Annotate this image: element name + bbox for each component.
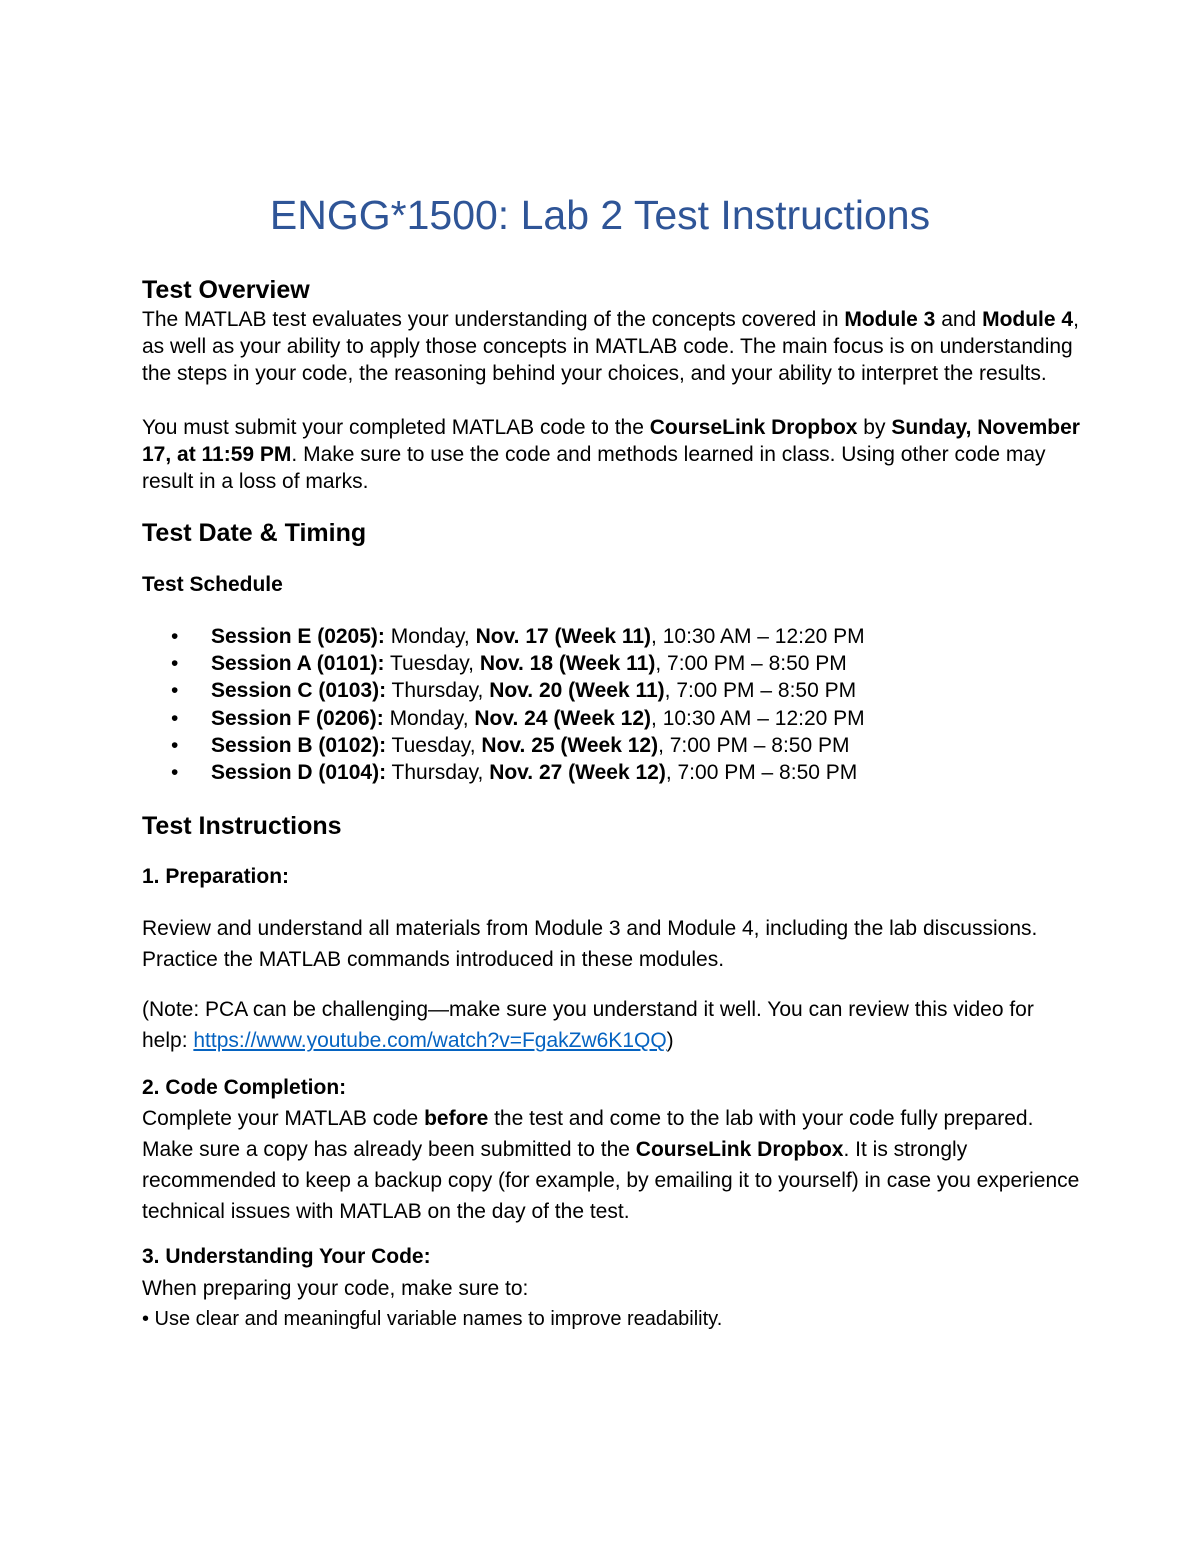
session-time: , 7:00 PM – 8:50 PM bbox=[655, 652, 847, 676]
session-item bbox=[142, 677, 1082, 704]
text-run: (Note: PCA can be challenging—make sure you understand it well. You can review this video for help: bbox=[142, 998, 1034, 1053]
session-item bbox=[142, 650, 1082, 677]
session-time: , 7:00 PM – 8:50 PM bbox=[658, 733, 850, 757]
bold-module-3: Module 3 bbox=[844, 308, 936, 331]
session-time: , 7:00 PM – 8:50 PM bbox=[665, 761, 858, 785]
text-run: and bbox=[935, 308, 983, 331]
overview-paragraph-1 bbox=[142, 306, 1082, 387]
session-day: Thursday, bbox=[386, 761, 490, 785]
understanding-code-heading: 3. Understanding Your Code: bbox=[142, 1245, 431, 1269]
text-run: The MATLAB test evaluates your understanding of the concepts covered in bbox=[142, 308, 845, 331]
code-completion-paragraph bbox=[142, 1103, 1082, 1227]
overview-paragraph-2 bbox=[142, 414, 1082, 495]
bold-module-4: Module 4 bbox=[982, 308, 1074, 331]
session-day: Thursday, bbox=[386, 679, 490, 703]
session-name: Session C (0103): bbox=[211, 679, 387, 703]
youtube-video-link[interactable]: https://www.youtube.com/watch?v=FgakZw6K1QQ bbox=[193, 1029, 667, 1053]
bullet-dot: • bbox=[171, 679, 179, 703]
session-item bbox=[142, 732, 1082, 759]
text-run: You must submit your completed MATLAB code to the bbox=[142, 416, 650, 439]
session-time: , 10:30 AM – 12:20 PM bbox=[651, 625, 865, 648]
preparation-paragraph: Review and understand all materials from Module 3 and Module 4, including the lab discussions. Practice the MATLAB commands introduced in these modules. bbox=[142, 917, 1038, 972]
session-time: , 10:30 AM – 12:20 PM bbox=[651, 706, 865, 730]
session-name: Session D (0104): bbox=[211, 761, 387, 785]
bullet-dot: • bbox=[171, 625, 179, 648]
bold-before: before bbox=[424, 1107, 489, 1131]
bullet-dot: • bbox=[171, 706, 179, 730]
session-time: , 7:00 PM – 8:50 PM bbox=[664, 679, 857, 703]
text-run: . Make sure to use the code and methods learned in class. Using other code may result in a loss of marks. bbox=[142, 443, 1046, 493]
preparation-note bbox=[142, 994, 1082, 1056]
bullet-dot: • bbox=[171, 652, 179, 676]
session-name: Session F (0206): bbox=[211, 706, 384, 730]
understanding-bullet-1: • Use clear and meaningful variable names to improve readability. bbox=[142, 1308, 723, 1331]
session-day: Tuesday, bbox=[386, 733, 482, 757]
preparation-heading: 1. Preparation: bbox=[142, 865, 290, 889]
text-run: , as well as your ability to apply those concepts in MATLAB code. The main focus is on understanding the steps in your code, the reasoning behind your choices, and your ability to interpret the results. bbox=[142, 308, 1079, 385]
session-date: Nov. 25 (Week 12) bbox=[481, 733, 659, 757]
session-date: Nov. 24 (Week 12) bbox=[474, 706, 652, 730]
session-day: Monday, bbox=[384, 625, 476, 648]
test-schedule-heading: Test Schedule bbox=[142, 573, 283, 596]
session-day: Monday, bbox=[383, 706, 475, 730]
bullet-dot: • bbox=[171, 761, 179, 785]
document-title: ENGG*1500: Lab 2 Test Instructions bbox=[269, 192, 931, 238]
text-run: the test and come to the lab with your code fully prepared. Make sure a copy has already been submitted to the bbox=[142, 1107, 1034, 1162]
code-completion-heading: 2. Code Completion: bbox=[142, 1076, 347, 1100]
session-item bbox=[142, 759, 1082, 786]
section-test-date-timing-heading: Test Date & Timing bbox=[142, 519, 367, 547]
document-body bbox=[142, 274, 1082, 1332]
session-date: Nov. 17 (Week 11) bbox=[475, 625, 652, 648]
bold-courselink-dropbox: CourseLink Dropbox bbox=[649, 416, 858, 439]
session-item bbox=[142, 623, 1082, 650]
section-test-overview-heading: Test Overview bbox=[142, 276, 310, 304]
session-day: Tuesday, bbox=[384, 652, 480, 676]
bold-deadline: Sunday, November 17, at 11:59 PM bbox=[142, 416, 1080, 466]
session-item bbox=[142, 705, 1082, 732]
text-run: by bbox=[857, 416, 892, 439]
bold-courselink-dropbox: CourseLink Dropbox bbox=[635, 1138, 844, 1162]
bullet-dot: • bbox=[171, 733, 179, 757]
text-run: . It is strongly recommended to keep a backup copy (for example, by emailing it to yourself) in case you experience technical issues with MATLAB on the day of the test. bbox=[142, 1138, 1080, 1224]
section-test-instructions-heading: Test Instructions bbox=[142, 812, 342, 841]
session-name: Session A (0101): bbox=[211, 652, 385, 676]
session-date: Nov. 18 (Week 11) bbox=[479, 652, 656, 676]
session-date: Nov. 27 (Week 12) bbox=[489, 761, 666, 785]
session-name: Session E (0205): bbox=[211, 625, 385, 648]
session-name: Session B (0102): bbox=[211, 733, 387, 757]
understanding-intro: When preparing your code, make sure to: bbox=[142, 1277, 529, 1301]
text-run: ) bbox=[666, 1029, 674, 1053]
session-date: Nov. 20 (Week 11) bbox=[489, 679, 665, 703]
text-run: Complete your MATLAB code bbox=[142, 1107, 425, 1131]
session-list bbox=[142, 623, 1082, 786]
